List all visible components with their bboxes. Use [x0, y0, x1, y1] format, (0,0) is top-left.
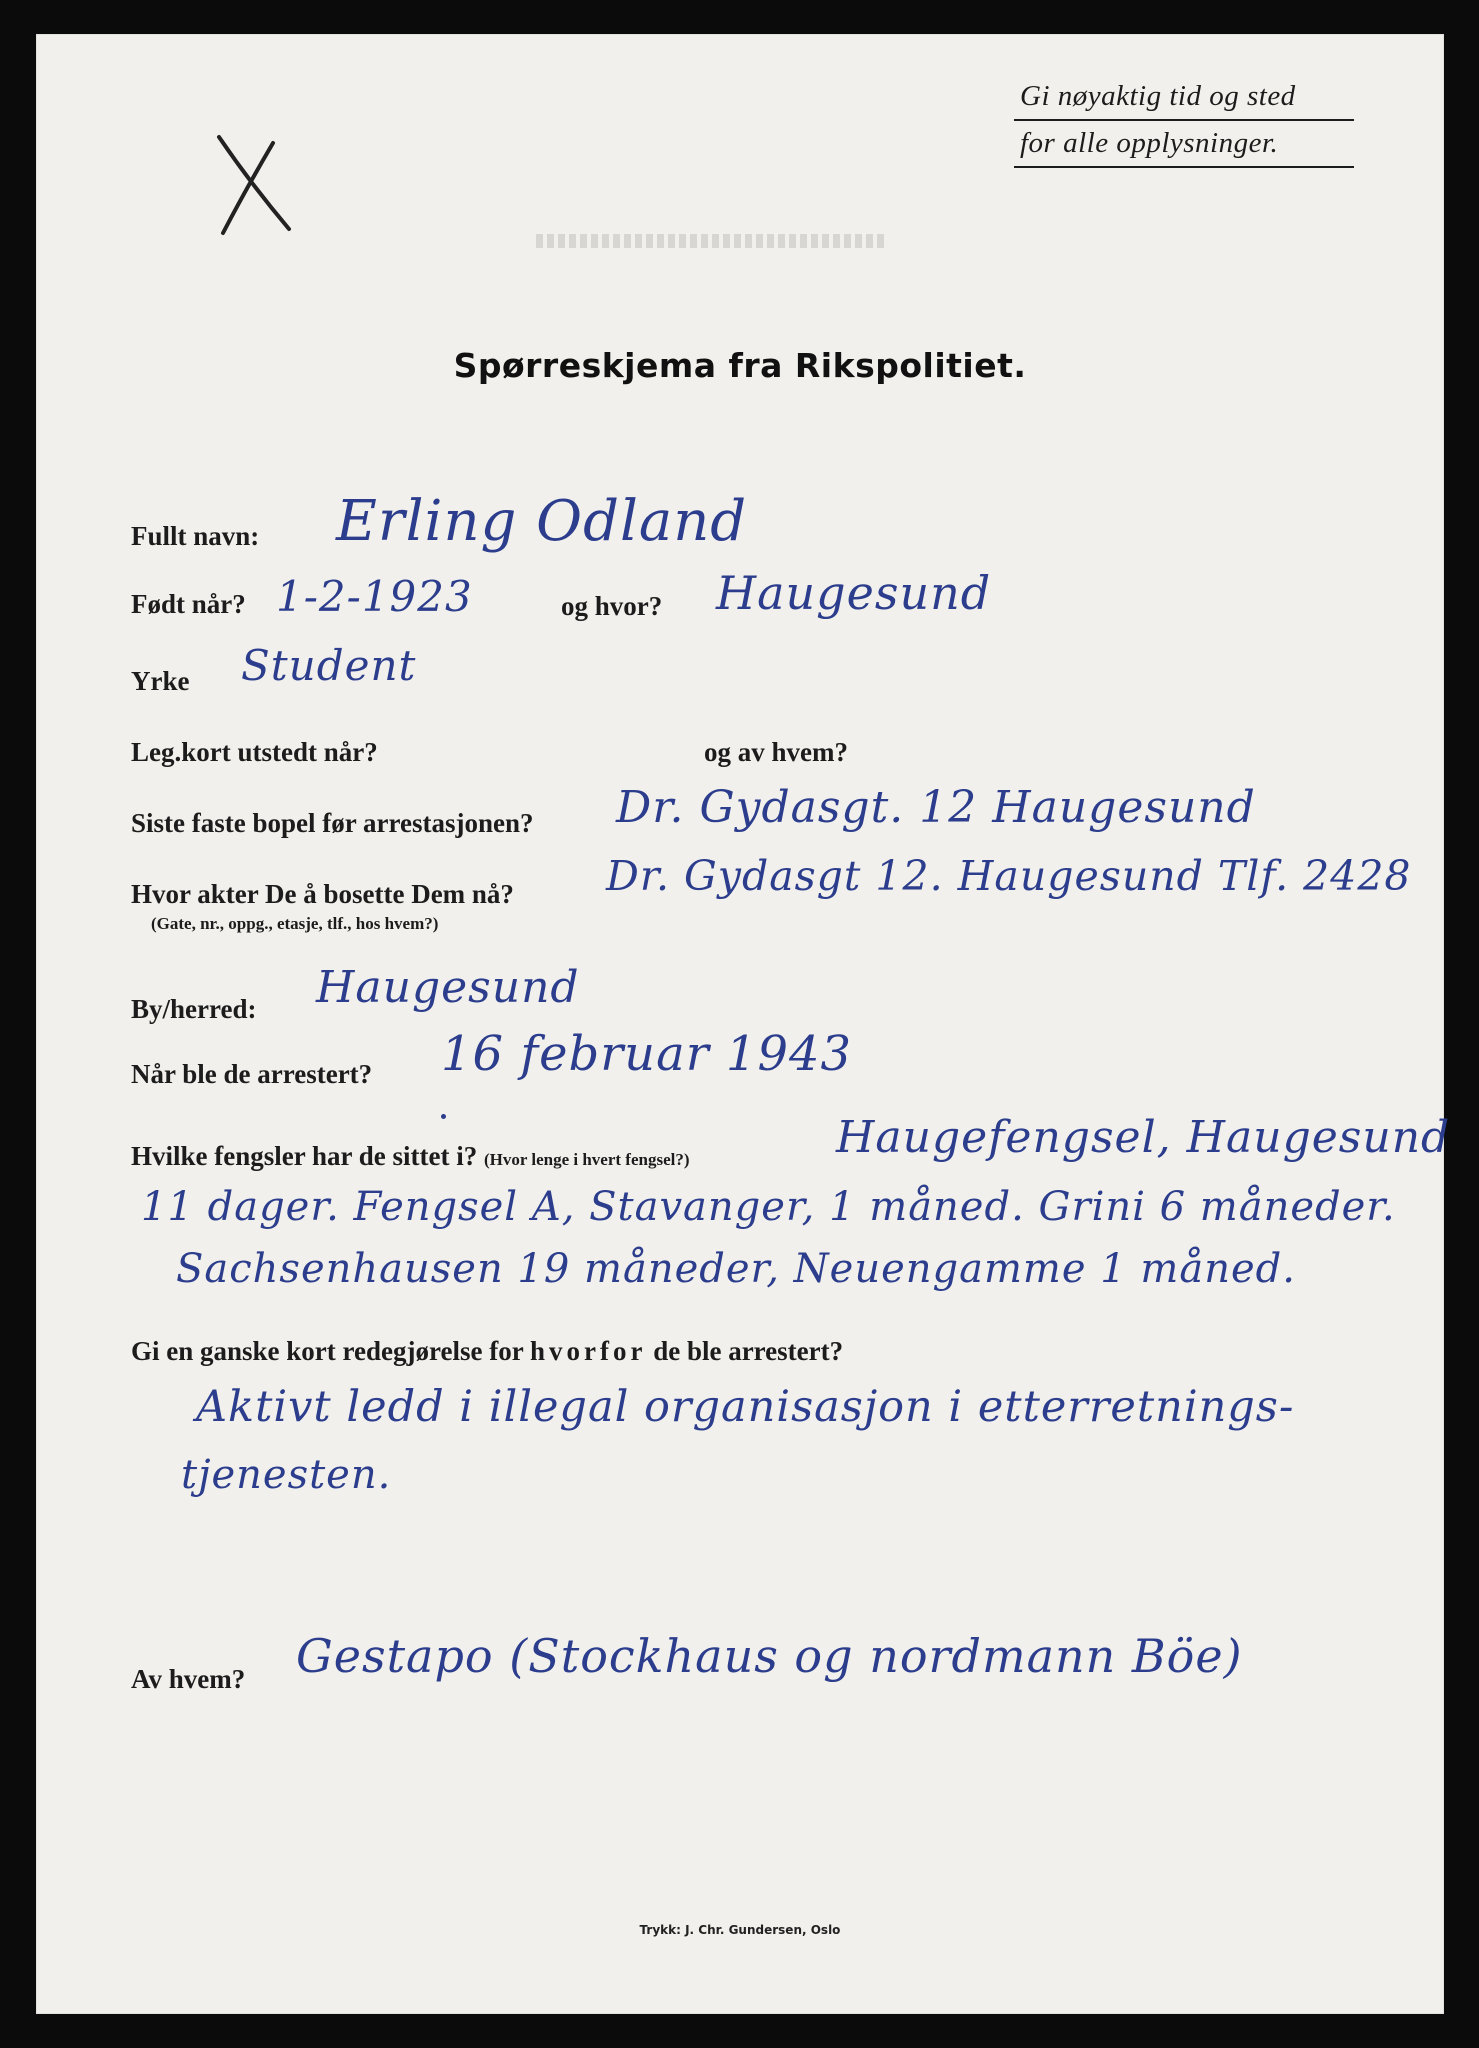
settle-where-value: Dr. Gydasgt 12. Haugesund Tlf. 2428: [606, 852, 1412, 900]
prisons-label: [131, 1141, 690, 1172]
faint-stamp: [536, 234, 886, 248]
prisons-sublabel: (Hvor lenge i hvert fengsel?): [483, 1150, 690, 1169]
settle-where-label: Hvor akter De å bosette Dem nå?: [131, 879, 514, 909]
id-card-when-label: Leg.kort utstedt når?: [131, 737, 378, 767]
reason-value-line-1: Aktivt ledd i illegal organisasjon i etterretnings-: [196, 1382, 1295, 1432]
reason-label: [131, 1336, 843, 1367]
questionnaire-sheet: [36, 34, 1451, 2014]
town-value: Haugesund: [316, 962, 580, 1013]
ink-dot: [441, 1114, 446, 1119]
prisons-label-main: Hvilke fengsler har de sittet i?: [131, 1141, 478, 1171]
form-title: Spørreskjema fra Rikspolitiet.: [453, 346, 1027, 385]
born-when-label: Født når?: [131, 589, 246, 619]
born-where-label: og hvor?: [561, 591, 663, 621]
handwritten-x-mark: [211, 129, 301, 239]
id-card-by-label: og av hvem?: [704, 737, 848, 767]
arrested-when-value: 16 februar 1943: [441, 1026, 853, 1082]
occupation-label: Yrke: [131, 666, 190, 696]
instruction-box: [1014, 74, 1354, 168]
instruction-line-1: Gi nøyaktig tid og sted: [1014, 74, 1354, 121]
full-name-label: Fullt navn:: [131, 521, 260, 551]
prisons-value-line-1: Haugefengsel, Haugesund: [836, 1112, 1451, 1163]
arrested-when-label: Når ble de arrestert?: [131, 1059, 373, 1089]
by-whom-value: Gestapo (Stockhaus og nordmann Böe): [296, 1629, 1243, 1683]
town-label: By/herred:: [131, 994, 257, 1024]
born-where-value: Haugesund: [716, 566, 992, 620]
reason-value-line-2: tjenesten.: [181, 1452, 392, 1498]
prisons-value-line-2: 11 dager. Fengsel A, Stavanger, 1 måned. Grini 6 måneder.: [141, 1184, 1396, 1230]
reason-label-end: de ble arrestert?: [653, 1336, 844, 1366]
prisons-value-line-3: Sachsenhausen 19 måneder, Neuengamme 1 måned.: [176, 1246, 1296, 1292]
reason-label-emphasis: hvorfor: [529, 1336, 647, 1366]
last-address-label: Siste faste bopel før arrestasjonen?: [131, 808, 534, 838]
instruction-line-2: for alle opplysninger.: [1014, 121, 1354, 168]
last-address-value: Dr. Gydasgt. 12 Haugesund: [616, 782, 1256, 833]
settle-where-sublabel: (Gate, nr., oppg., etasje, tlf., hos hvem?): [151, 914, 439, 933]
reason-label-start: Gi en ganske kort redegjørelse for: [131, 1336, 524, 1366]
full-name-value: Erling Odland: [336, 489, 748, 554]
by-whom-label: Av hvem?: [131, 1664, 246, 1694]
printer-imprint: Trykk: J. Chr. Gundersen, Oslo: [639, 1923, 841, 1937]
occupation-value: Student: [241, 641, 417, 690]
born-when-value: 1-2-1923: [276, 572, 473, 621]
